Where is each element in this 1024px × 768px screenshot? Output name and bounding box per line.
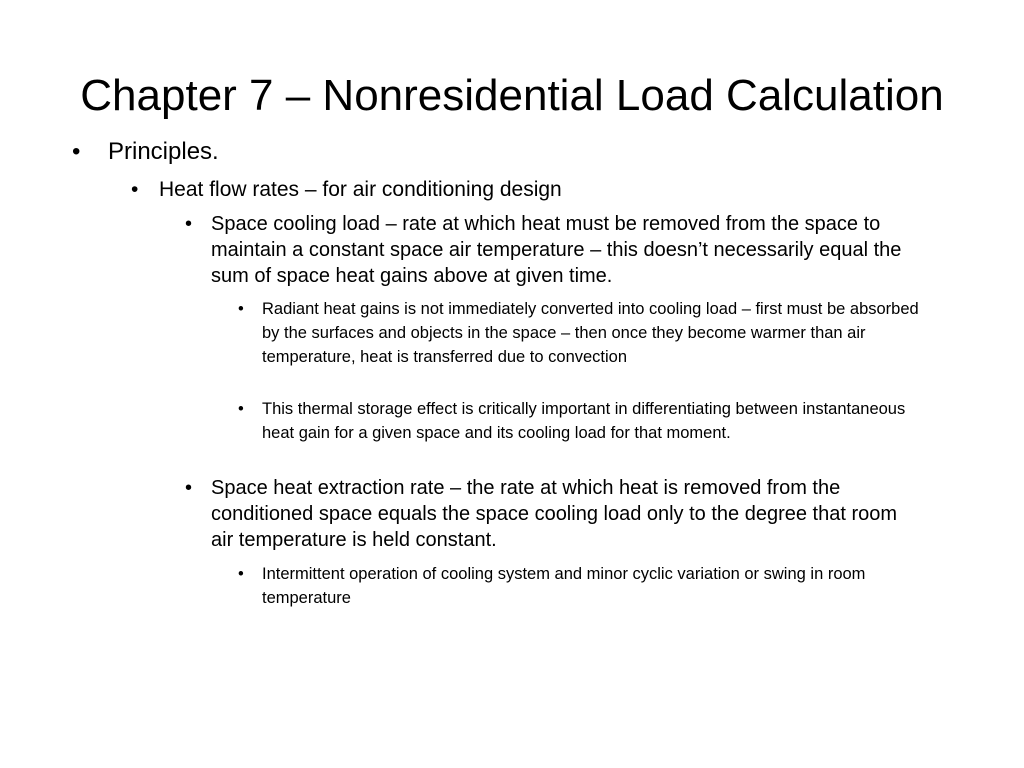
bullet-marker: • xyxy=(238,565,244,583)
bullet-text: This thermal storage effect is critically important in differentiating between instantaneous heat gain for a given space and its cooling load for that moment. xyxy=(262,400,906,442)
bullet-marker: • xyxy=(238,400,244,418)
bullet-marker: • xyxy=(238,300,244,318)
bullet-text: Intermittent operation of cooling system and minor cyclic variation or swing in room temperature xyxy=(262,565,866,607)
bullet-text: Space cooling load – rate at which heat must be removed from the space to maintain a constant space air temperature – this doesn’t necessarily equal the sum of space heat gains above at given time. xyxy=(211,213,902,287)
bullet-item-heat-flow-rates xyxy=(131,177,979,202)
bullet-item-intermittent-operation xyxy=(238,562,922,610)
bullet-marker: • xyxy=(185,477,193,499)
bullet-item-thermal-storage-effect xyxy=(238,397,922,445)
bullet-text: Heat flow rates – for air conditioning design xyxy=(159,178,562,201)
bullet-marker: • xyxy=(185,213,193,235)
bullet-marker: • xyxy=(131,178,139,201)
bullet-item-radiant-heat-gains xyxy=(238,297,922,369)
bullet-marker: • xyxy=(72,138,81,165)
bullet-item-principles xyxy=(72,137,988,166)
bullet-item-space-cooling-load xyxy=(185,211,911,289)
bullet-text: Principles. xyxy=(108,138,219,165)
bullet-text: Space heat extraction rate – the rate at which heat is removed from the conditioned space equals the space cooling load only to the degree that room air temperature is held constant. xyxy=(211,477,898,551)
bullet-text: Radiant heat gains is not immediately converted into cooling load – first must be absorbed by the surfaces and objects in the space – then once they become warmer than air temperature, heat is transferred due to convection xyxy=(262,300,919,366)
slide-title: Chapter 7 – Nonresidential Load Calculation xyxy=(80,71,944,120)
bullet-item-space-heat-extraction-rate xyxy=(185,475,911,553)
